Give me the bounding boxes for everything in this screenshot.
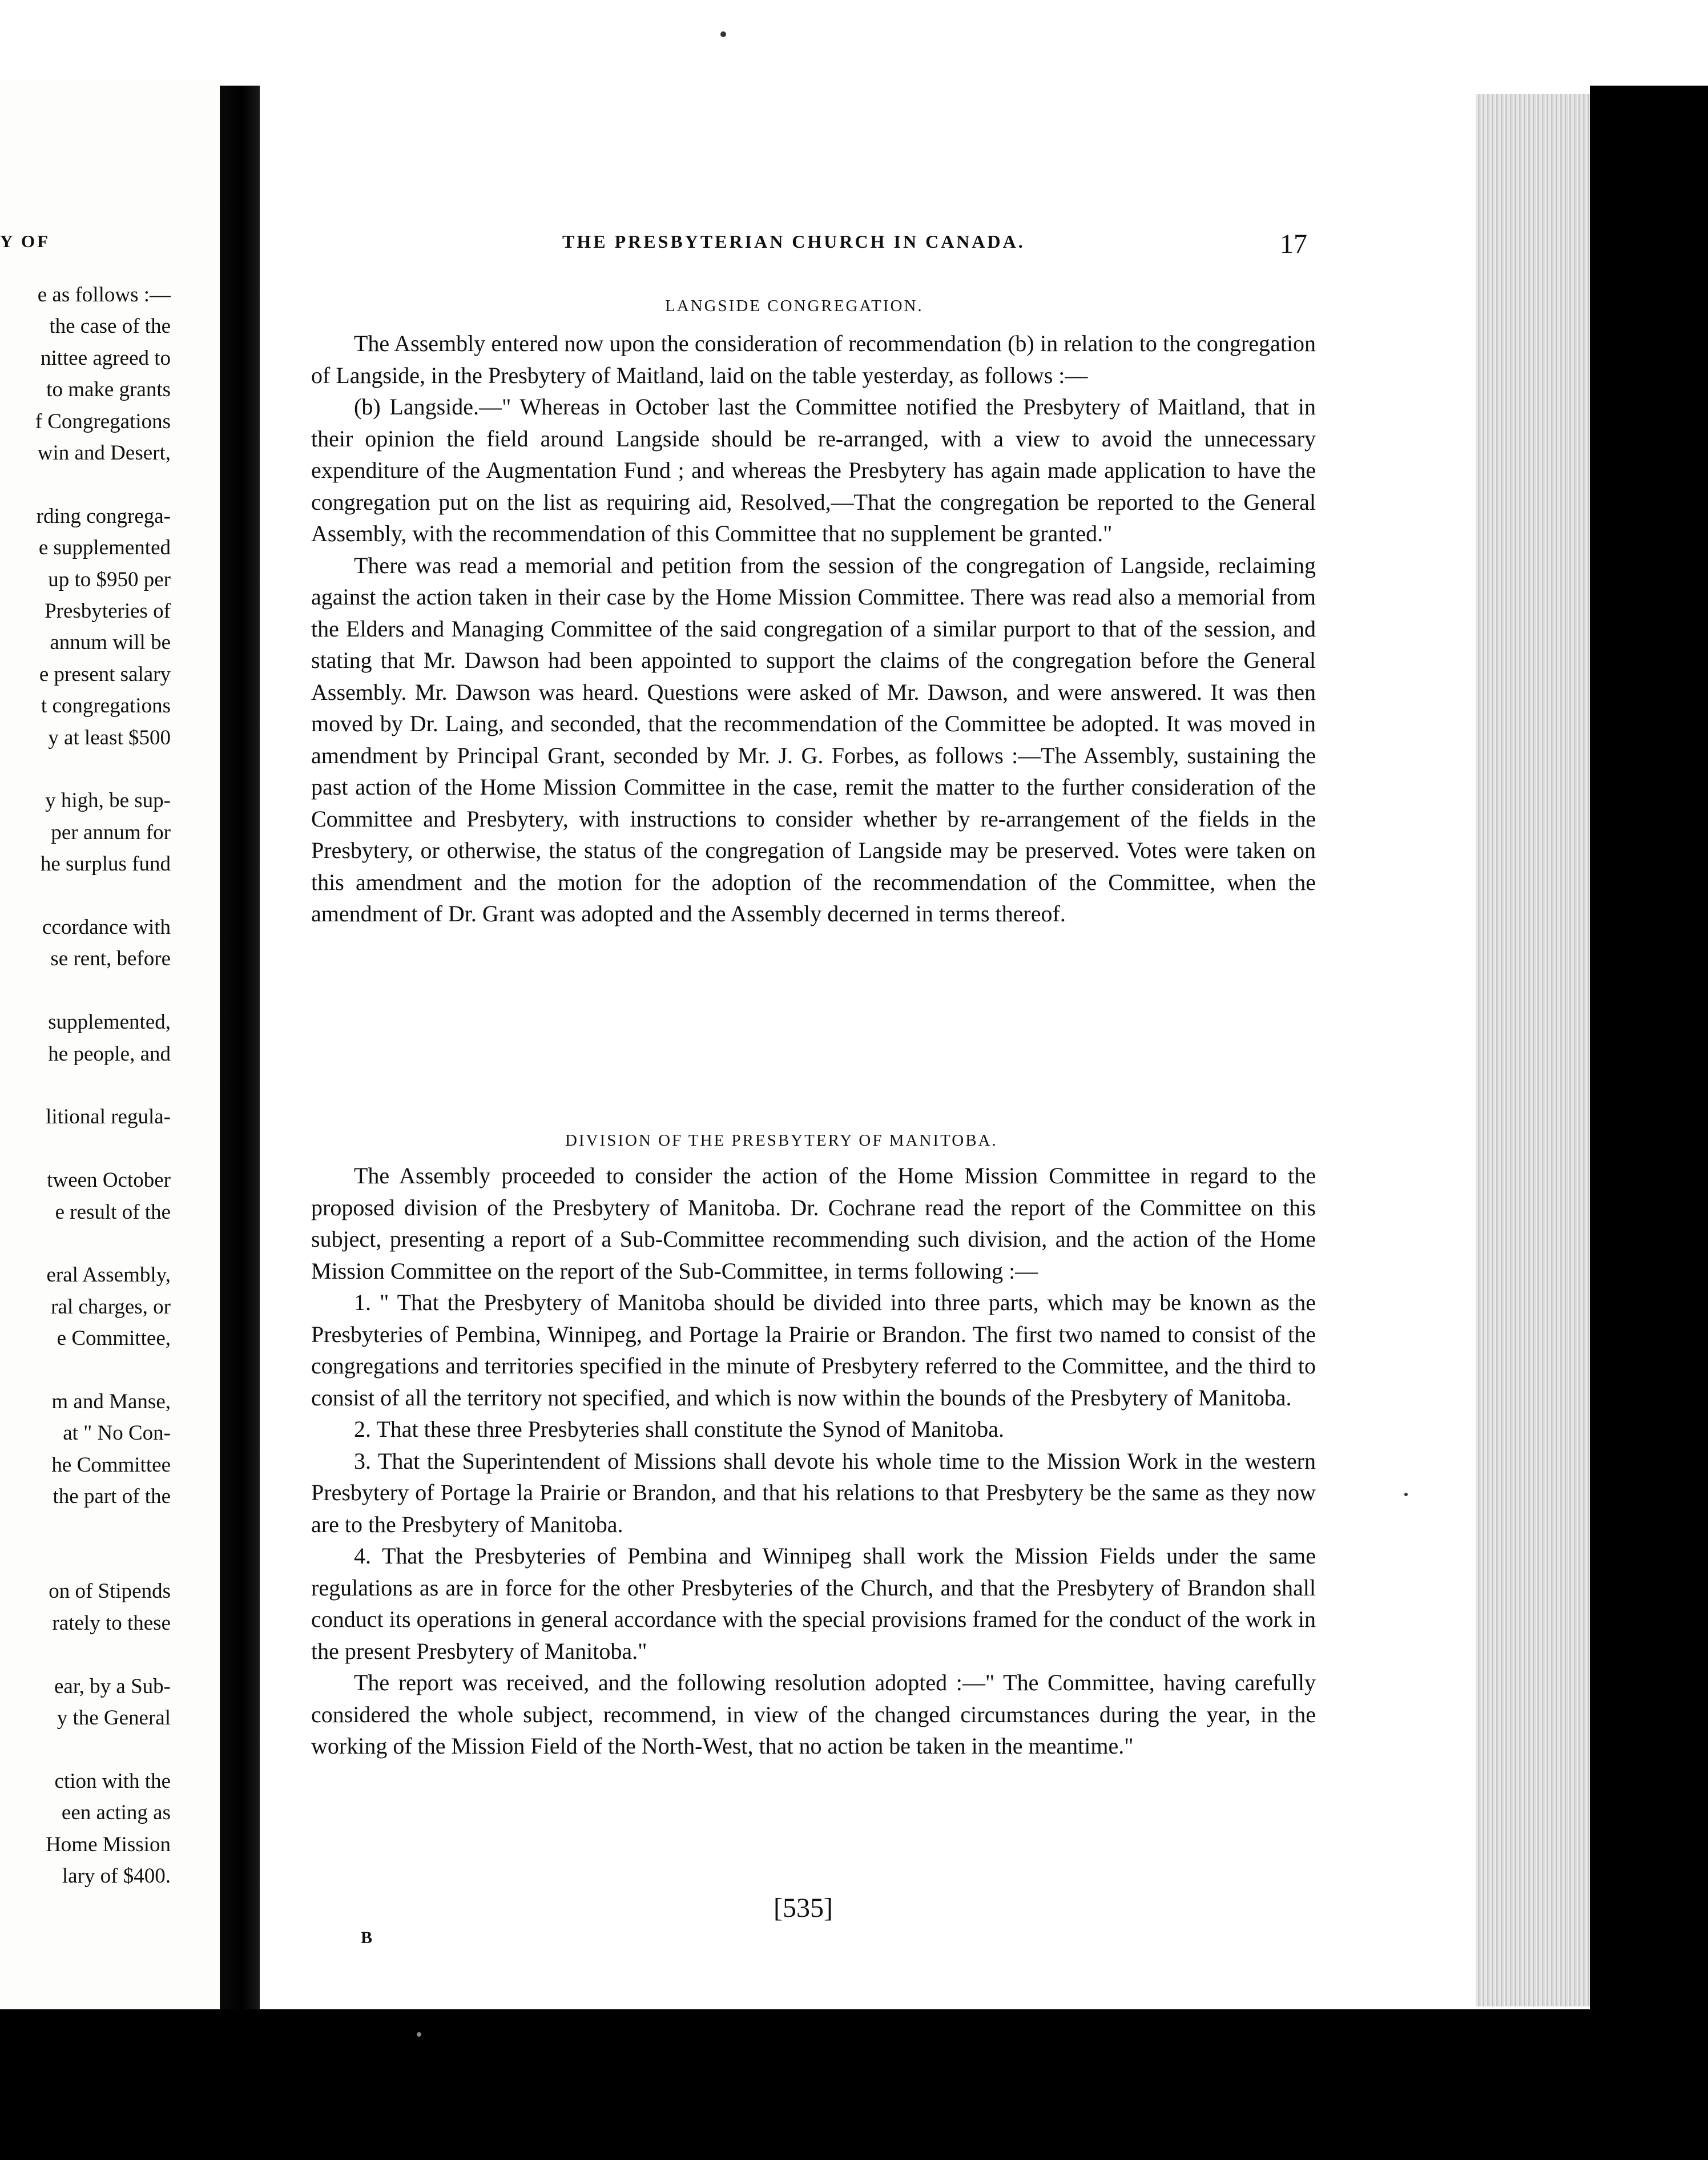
left-page-line: per annum for bbox=[51, 820, 171, 844]
left-page-line: een acting as bbox=[61, 1801, 171, 1825]
paragraph: 4. That the Presbyteries of Pembina and Winnipeg shall work the Mission Fields under the same regulations as are in force for the other Presbyteries of the Church, and that the Presbytery of Brandon shall conduct its operations in general accordance with the special provisions framed for the conduct of the work in the present Presbytery of Manitoba." bbox=[311, 1543, 1316, 1664]
scan-background-right bbox=[1590, 86, 1708, 2009]
left-page-line: ear, by a Sub- bbox=[54, 1674, 171, 1698]
left-page-line: se rent, before bbox=[50, 947, 171, 971]
left-page-line: the case of the bbox=[49, 315, 171, 338]
left-page-line: on of Stipends bbox=[49, 1579, 171, 1603]
left-running-head: Y OF bbox=[0, 231, 51, 251]
left-page-line: f Congregations bbox=[35, 409, 171, 433]
top-margin bbox=[0, 0, 1708, 86]
section-title-langside: LANGSIDE CONGREGATION. bbox=[665, 297, 924, 315]
signature-mark: B bbox=[361, 1928, 373, 1947]
dust-speck bbox=[417, 2032, 421, 2037]
left-page-line: y the General bbox=[57, 1706, 171, 1730]
left-page-line: he Committee bbox=[51, 1453, 171, 1477]
left-page-line: y high, be sup- bbox=[45, 789, 171, 813]
left-page-line: lary of $400. bbox=[62, 1864, 171, 1888]
left-page-line: rding congrega- bbox=[36, 504, 171, 528]
left-page-line: to make grants bbox=[46, 378, 171, 402]
left-page-line: win and Desert, bbox=[37, 441, 171, 465]
left-page-line: rately to these bbox=[52, 1611, 171, 1635]
left-page-line: ral charges, or bbox=[51, 1295, 171, 1319]
paragraph: 1. " That the Presbytery of Manitoba should be divided into three parts, which may be known as the Presbyteries of Pembina, Winnipeg, and Portage la Prairie or Brandon. The first two named to consist of the congregations and territories specified in the minute of Presbytery referred to the Committee, and the third to consist of all the territory not specified, and which is now within the bounds of the Presbytery of Manitoba. bbox=[311, 1289, 1316, 1411]
left-page-line: the part of the bbox=[53, 1485, 171, 1509]
book-gutter bbox=[220, 86, 260, 2009]
left-page-line: he people, and bbox=[48, 1042, 171, 1066]
running-head: THE PRESBYTERIAN CHURCH IN CANADA. bbox=[562, 231, 1025, 252]
left-page-line: ction with the bbox=[54, 1769, 171, 1793]
langside-section-body bbox=[311, 328, 1316, 930]
left-page-line: e result of the bbox=[55, 1200, 171, 1224]
left-page-line: eral Assembly, bbox=[46, 1263, 171, 1287]
section-title-manitoba: DIVISION OF THE PRESBYTERY OF MANITOBA. bbox=[565, 1131, 998, 1150]
paragraph: 3. That the Superintendent of Missions shall devote his whole time to the Mission Work in the western Presbytery of Portage la Prairie or Brandon, and that his relations to that Presbytery be the same as they now are to the Presbytery of Manitoba. bbox=[311, 1448, 1316, 1537]
left-page-line: litional regula- bbox=[46, 1105, 171, 1129]
left-page-line: e supplemented bbox=[38, 536, 171, 560]
paragraph: The Assembly proceeded to consider the action of the Home Mission Committee in regard to the proposed division of the Presbytery of Manitoba. Dr. Cochrane read the report of the Committee on this subject, presenting a report of a Sub-Committee recommending such division, and the action of the Home Mission Committee on the report of the Sub-Committee, in terms following :— bbox=[311, 1163, 1316, 1284]
page-number: 17 bbox=[1280, 229, 1307, 259]
paragraph: The Assembly entered now upon the consideration of recommendation (b) in relation to the congregation of Langside, in the Presbytery of Maitland, laid on the table yesterday, as follows :— bbox=[311, 331, 1316, 388]
paragraph: (b) Langside.—" Whereas in October last the Committee notified the Presbytery of Maitland, that in their opinion the field around Langside should be re-arranged, with a view to avoid the unnecessary expenditure of the Augmentation Fund ; and whereas the Presbytery has again made application to have the congregation put on the list as requiring aid, Resolved,—That the congregation be reported to the General Assembly, with the recommendation of this Committee that no supplement be granted." bbox=[311, 394, 1316, 546]
folio-number: [535] bbox=[774, 1893, 833, 1923]
scan-background-bottom bbox=[0, 2009, 1708, 2160]
left-page-line: t congregations bbox=[41, 694, 171, 718]
left-page-line: Presbyteries of bbox=[45, 599, 171, 623]
left-page-line: e as follows :— bbox=[37, 283, 171, 307]
left-page-line: annum will be bbox=[50, 631, 171, 655]
left-page-line: m and Manse, bbox=[51, 1390, 171, 1413]
manitoba-section-body bbox=[311, 1160, 1316, 1762]
dust-speck bbox=[1404, 1493, 1408, 1496]
paragraph: There was read a memorial and petition from the session of the congregation of Langside, reclaiming against the action taken in their case by the Home Mission Committee. There was read also a memorial from the Elders and Managing Committee of the said congregation of a similar purport to that of the session, and stating that Mr. Dawson had been appointed to support the claims of the congregation before the General Assembly. Mr. Dawson was heard. Questions were asked of Mr. Dawson, and were answered. It was then moved by Dr. Laing, and seconded, that the recommendation of the Committee be adopted. It was moved in amendment by Principal Grant, seconded by Mr. J. G. Forbes, as follows :—The Assembly, sustaining the past action of the Home Mission Committee in the case, remit the matter to the further consideration of the Committee and Presbytery, with instructions to consider whether by re-arrangement of the fields in the Presbytery, or otherwise, the status of the congregation of Langside may be preserved. Votes were taken on this amendment and the motion for the adoption of the recommendation of the Committee, when the amendment of Dr. Grant was adopted and the Assembly decerned in terms thereof. bbox=[311, 552, 1316, 926]
left-page-line: he surplus fund bbox=[40, 852, 171, 876]
dust-speck bbox=[720, 31, 726, 37]
left-page-line: up to $950 per bbox=[48, 567, 171, 591]
paragraph: The report was received, and the following resolution adopted :—" The Committee, having carefully considered the whole subject, recommend, in view of the changed circumstances during the year, in the working of the Mission Field of the North-West, that no action be taken in the meantime." bbox=[311, 1670, 1316, 1759]
left-page-line: nittee agreed to bbox=[40, 346, 171, 370]
left-page-line: y at least $500 bbox=[48, 726, 171, 749]
page-block-edge bbox=[1476, 94, 1590, 2006]
left-page-line: e present salary bbox=[39, 662, 171, 686]
paragraph: 2. That these three Presbyteries shall constitute the Synod of Manitoba. bbox=[354, 1416, 1005, 1442]
left-page-line: tween October bbox=[47, 1168, 171, 1192]
left-page-line: ccordance with bbox=[42, 916, 171, 939]
left-page-line: at " No Con- bbox=[63, 1421, 171, 1445]
left-page-line: Home Mission bbox=[46, 1832, 171, 1856]
left-page-line: e Committee, bbox=[57, 1327, 171, 1351]
left-page bbox=[0, 80, 225, 2009]
left-page-line: supplemented, bbox=[48, 1010, 171, 1034]
